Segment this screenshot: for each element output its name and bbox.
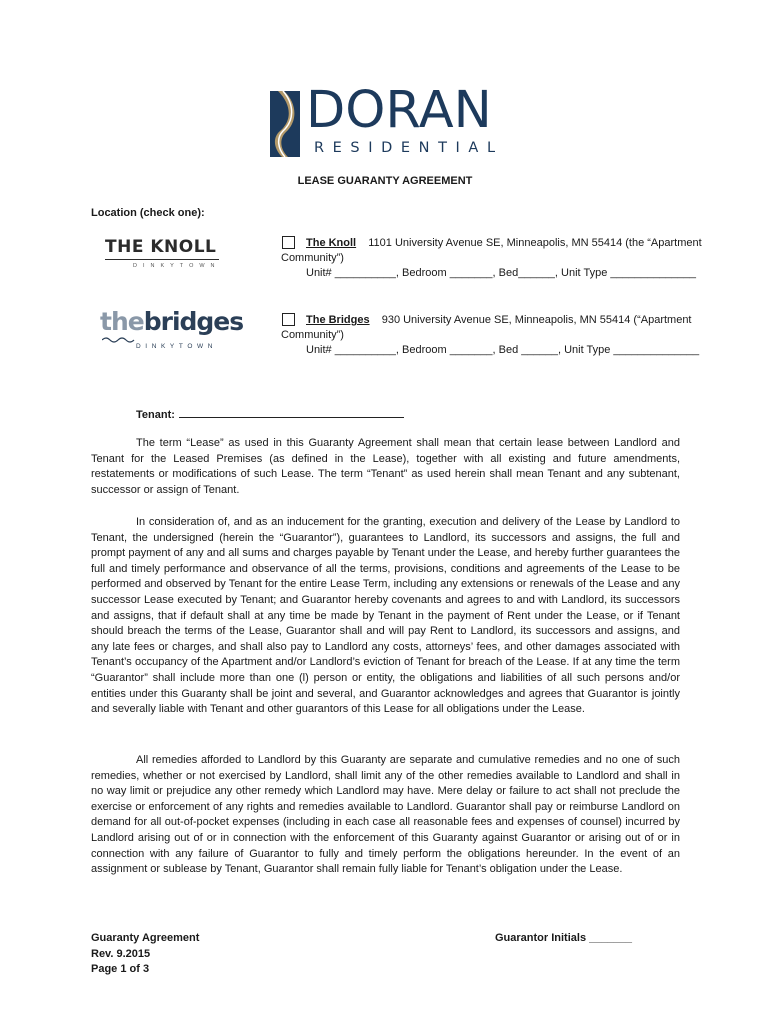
bridges-logo-bridges: bridges — [143, 307, 244, 336]
bridges-option-name: The Bridges — [306, 314, 370, 326]
knoll-option-name: The Knoll — [306, 237, 357, 249]
doran-logo — [270, 81, 504, 161]
bridges-option-address: 930 University Avenue SE, Minneapolis, MN 55414 (“Apartment — [381, 314, 692, 326]
bridges-logo — [100, 307, 244, 355]
guarantor-initials[interactable]: Guarantor Initials _______ — [495, 932, 632, 944]
tenant-input-line[interactable] — [179, 406, 404, 418]
paragraph-consideration: In consideration of, and as an inducement for the granting, execution and delivery of the Lease by Landlord to Tenant, the undersigned (herein the “Guarantor”), guarantees to Landlord, its successors and assigns, the full and prompt payment of any and all sums and charges payable by Tenant under the Lease, and hereby further guarantees the full and timely performance and observance of all the terms, provisions, conditions and agreements of the Lease to be performed and observed by Tenant for the entire Lease Term, including any extensions or renewals of the Lease and any successor Lease executed by Tenant; and Guarantor hereby covenants and agrees to and with Landlord, its successors and assigns, that if default shall at any time be made by Tenant in the payment of Rent under the Lease, or if Tenant should breach the terms of the Lease, Guarantor shall and will pay Rent to Landlord, its successors and assigns, and any late fees or charges, and shall also pay to Landlord any costs, attorneys’ fees, and other damages associated with Tenant’s occupancy of the Apartment and/or Landlord’s eviction of Tenant for breach of the Lease. If at any time the term “Guarantor” shall include more than one (l) person or entity, the obligations and liabilities of all such persons and/or entities under this Guaranty shall be joint and several, and Guarantor acknowledges and agrees that Guarantor is jointly and severally liable with Tenant and other guarantors of this Lease for all obligations under the Lease. — [91, 516, 680, 716]
knoll-option-address: 1101 University Avenue SE, Minneapolis, MN 55414 (the “Apartment — [368, 237, 702, 249]
doran-logo-sub: RESIDENTIAL — [314, 140, 504, 156]
knoll-checkbox[interactable] — [282, 236, 295, 249]
document-title: LEASE GUARANTY AGREEMENT — [297, 175, 473, 187]
doran-logo-word: DORAN — [306, 81, 492, 140]
footer-revision: Rev. 9.2015 — [91, 947, 151, 960]
knoll-logo-sub: DINKYTOWN — [133, 263, 221, 269]
footer-left — [91, 931, 199, 978]
footer-page-number: Page 1 of 3 — [91, 963, 150, 976]
knoll-option-line2: Community”) — [281, 252, 344, 264]
knoll-unit-fields[interactable]: Unit# __________, Bedroom _______, Bed______, Unit Type ______________ — [306, 267, 697, 279]
bridges-option-line1 — [306, 313, 692, 328]
bridges-logo-sub: DINKYTOWN — [136, 343, 218, 350]
knoll-logo-rule — [105, 259, 219, 260]
location-label: Location (check one): — [91, 207, 205, 219]
doran-logo-mark-icon — [270, 91, 300, 157]
paragraph-remedies: All remedies afforded to Landlord by this Guaranty are separate and cumulative remedies and no one of such remedies, whether or not exercised by Landlord, shall limit any of the other remedies available to Landlord and shall in no way limit or prejudice any other remedy which Landlord may have. Mere delay or failure to act shall not preclude the exercise or enforcement of any rights and remedies available to Landlord. Guarantor shall pay or reimburse Landlord on demand for all out-of-pocket expenses (including in each case all reasonable fees and expenses of counsel) incurred by Landlord arising out of or in connection with the enforcement of this Guaranty against Guarantor or arising out of or in connection with any failure of Guarantor to fully and timely perform the obligations hereunder. In the event of an assignment or sublease by Tenant, Guarantor shall remain fully liable for Tenant’s obligation under the Lease. — [91, 754, 680, 876]
paragraph-lease-definition: The term “Lease” as used in this Guaranty Agreement shall mean that certain lease between Landlord and Tenant for the Leased Premises (as defined in the Lease), together with all existing and future amendments, restatements or modifications of such Lease. The term “Tenant” as used herein shall mean Tenant and any subtenant, successor or assign of Tenant. — [91, 437, 680, 496]
footer-doc-name: Guaranty Agreement — [91, 932, 200, 944]
bridges-unit-fields[interactable]: Unit# __________, Bedroom _______, Bed ______, Unit Type ______________ — [306, 344, 700, 356]
bridges-logo-the: the — [100, 307, 144, 336]
tenant-label: Tenant: — [136, 409, 175, 421]
bridges-logo-name — [100, 307, 244, 336]
bridges-option-line2: Community”) — [281, 329, 344, 341]
knoll-option-line1 — [306, 236, 702, 251]
knoll-logo — [105, 239, 225, 273]
knoll-logo-name: THE KNOLL — [105, 237, 217, 257]
tenant-row — [136, 406, 404, 421]
bridges-checkbox[interactable] — [282, 313, 295, 326]
